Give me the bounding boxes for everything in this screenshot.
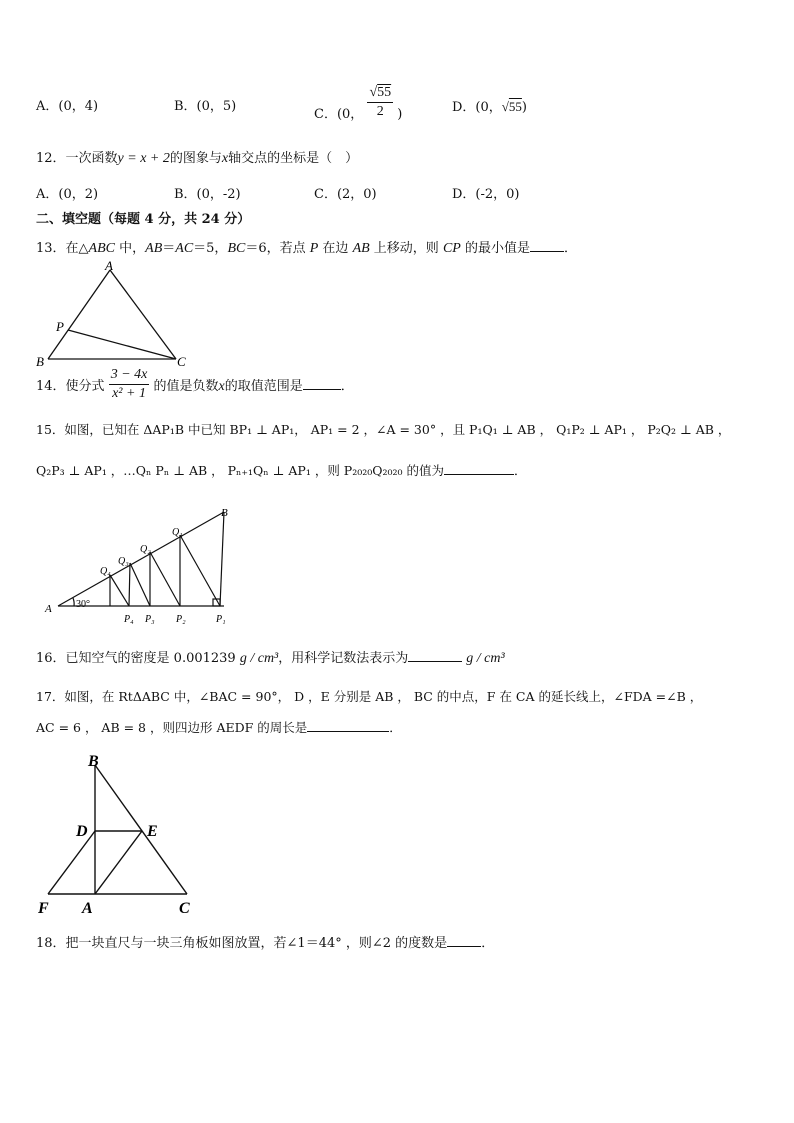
q13-answer-blank[interactable] xyxy=(530,239,564,252)
q17-line-2 xyxy=(36,719,402,737)
q13-abc: ABC xyxy=(88,241,115,256)
q18-answer-blank[interactable] xyxy=(447,934,481,947)
q14-numerator: 3 − 4x xyxy=(109,366,150,385)
q15-figure xyxy=(40,500,250,630)
q14-denominator: x² + 1 xyxy=(112,386,146,401)
q11-option-d: D．(0，√55) xyxy=(452,99,527,115)
q17-label-a: A xyxy=(82,900,93,917)
q15-seg-p3q3 xyxy=(130,563,150,606)
q18-stem xyxy=(36,934,494,953)
q11-option-d-radicand: 55 xyxy=(508,99,522,114)
q13-text-4: 上移动，则 xyxy=(369,241,443,256)
q15-label-p3: P₃ xyxy=(145,614,155,625)
q13-text-2: 中， xyxy=(115,241,146,256)
q17-label-d: D xyxy=(76,823,88,840)
q12-option-c: C．(2，0) xyxy=(314,187,377,202)
q14-var-x: x xyxy=(218,379,225,394)
q13-side-ab xyxy=(48,270,110,359)
q14-stem xyxy=(36,368,354,412)
q17-label-f: F xyxy=(38,900,49,917)
q13-eq3: ＝6，若点 xyxy=(245,241,310,256)
q13-label-b: B xyxy=(36,354,44,369)
q17-seg-fd xyxy=(48,831,95,894)
q15-label-q4: Q₄ xyxy=(100,566,111,577)
q13-cp: CP xyxy=(442,241,461,256)
q14-prefix: 14．使分式 xyxy=(36,379,105,394)
q12-option-b: B．(0，-2) xyxy=(174,187,241,202)
q12-stem-suffix: 轴交点的坐标是（ ） xyxy=(228,151,359,166)
q15-label-q1: Q₁ xyxy=(172,527,183,538)
q13-ac: AC xyxy=(175,241,194,256)
q13-text-3: 在边 xyxy=(318,241,353,256)
q12-option-d: D．(-2，0) xyxy=(452,187,520,202)
q12-option-a: A．(0，2) xyxy=(36,187,99,202)
q13-ab2: AB xyxy=(352,241,370,256)
q13-text-5: 的最小值是 xyxy=(460,241,530,256)
q12-var-x: x xyxy=(221,151,229,166)
q17-end: ． xyxy=(389,720,402,735)
q11-option-c-denominator: 2 xyxy=(376,104,384,119)
q11-option-c-fraction: $\frac{√55}{2}$ xyxy=(369,85,392,119)
q15-line-2 xyxy=(36,462,527,480)
q14-fraction xyxy=(109,366,150,403)
q14-end: ． xyxy=(340,379,354,394)
q13-label-a: A xyxy=(105,258,113,273)
q13-stem xyxy=(36,239,577,258)
q15-label-b: B xyxy=(221,507,228,519)
q15-angle-arc xyxy=(73,598,74,606)
q17-seg-ae xyxy=(95,831,142,894)
q15-label-p2: P₂ xyxy=(176,614,186,625)
q16-unit: g / cm³ xyxy=(239,651,279,666)
q16-prefix: 16．已知空气的密度是 0.001239 xyxy=(36,651,240,666)
q12-stem-mid: 的图象与 xyxy=(169,151,222,166)
q11-option-b: B．(0，5) xyxy=(174,99,237,114)
q14-answer-blank[interactable] xyxy=(303,377,341,390)
q15-label-angle: 30° xyxy=(76,599,90,610)
q17-answer-blank[interactable] xyxy=(307,719,389,732)
q16-mid: ，用科学记数法表示为 xyxy=(278,651,409,666)
q13-label-c: C xyxy=(177,354,186,369)
q17-label-e: E xyxy=(147,823,158,840)
q13-triangle-figure xyxy=(30,258,200,372)
q18-end: ． xyxy=(481,936,495,951)
q15-label-a: A xyxy=(45,603,52,615)
q15-answer-blank[interactable] xyxy=(444,462,514,475)
q14-mid: 的值是负数 xyxy=(153,379,219,394)
q12-stem xyxy=(36,150,358,168)
q12-stem-prefix: 12．一次函数 xyxy=(36,151,118,166)
q13-segment-cp xyxy=(68,330,176,359)
q13-text-1: 13．在△ xyxy=(36,241,89,256)
q13-ab: AB xyxy=(145,241,163,256)
q13-bc: BC xyxy=(227,241,246,256)
q15-seg-p4q4 xyxy=(110,575,129,606)
q17-label-b: B xyxy=(88,753,99,770)
q11-option-c-prefix: C．(0， xyxy=(314,107,364,122)
q17-figure xyxy=(36,750,206,918)
q13-eq1: ＝ xyxy=(162,241,176,256)
q15-label-q2: Q₂ xyxy=(140,544,151,555)
q11-option-a: A．(0，4) xyxy=(36,99,99,114)
q13-side-ac xyxy=(110,270,176,359)
q14-suffix: 的取值范围是 xyxy=(224,379,303,394)
q15-end: ． xyxy=(514,463,527,478)
q11-option-d-suffix: ) xyxy=(521,100,527,115)
q15-label-q3: Q₃ xyxy=(118,556,129,567)
q15-side-ab xyxy=(58,512,224,606)
q13-eq2: ＝5， xyxy=(193,241,228,256)
q16-unit-2: g / cm³ xyxy=(466,651,505,666)
q13-p: P xyxy=(309,241,319,256)
q17-label-c: C xyxy=(179,900,190,917)
q18-text: 18．把一块直尺与一块三角板如图放置，若∠1＝44° ，则∠2 的度数是 xyxy=(36,936,448,951)
section-heading-fill-blank: 二、填空题（每题 4 分，共 24 分） xyxy=(36,212,251,227)
q13-label-p: P xyxy=(56,319,64,334)
q17-line-2-text: AC = 6 ， AB = 8 ，则四边形 AEDF 的周长是 xyxy=(36,720,308,735)
q15-line-2-text: Q₂P₃ ⊥ AP₁ ，…Qₙ Pₙ ⊥ AB ， Pₙ₊₁Qₙ ⊥ AP₁ ，则 P₂₀₂₀Q₂₀₂₀ 的值为 xyxy=(36,463,445,478)
q16-answer-blank[interactable] xyxy=(408,649,462,662)
q15-line-1: 15．如图，已知在 ΔAP₁B 中已知 BP₁ ⊥ AP₁， AP₁ = 2 ，∠A = 30° ，且 P₁Q₁ ⊥ AB ， Q₁P₂ ⊥ AP₁ ， P₂Q₂ ⊥ AB ， xyxy=(36,422,731,437)
q17-line-1: 17．如图，在 RtΔABC 中，∠BAC = 90°， D ，E 分别是 AB ， BC 的中点，F 在 CA 的延长线上，∠FDA =∠B ， xyxy=(36,689,703,704)
q15-side-bp1 xyxy=(220,512,224,606)
q15-seg-p2q2 xyxy=(150,552,180,606)
q15-seg-q3p4 xyxy=(129,563,130,606)
q11-option-c-radicand: 55 xyxy=(377,85,392,100)
q15-seg-p1q1 xyxy=(180,535,220,606)
q11-option-c xyxy=(314,85,403,132)
q16-stem xyxy=(36,649,505,668)
q13-end: ． xyxy=(563,241,577,256)
q11-option-c-suffix: ) xyxy=(397,107,403,122)
q11-option-d-prefix: D．(0， xyxy=(452,100,502,115)
q12-formula: y = x + 2 xyxy=(117,151,170,166)
q15-label-p4: P₄ xyxy=(124,614,134,625)
q15-label-p1: P₁ xyxy=(216,614,226,625)
